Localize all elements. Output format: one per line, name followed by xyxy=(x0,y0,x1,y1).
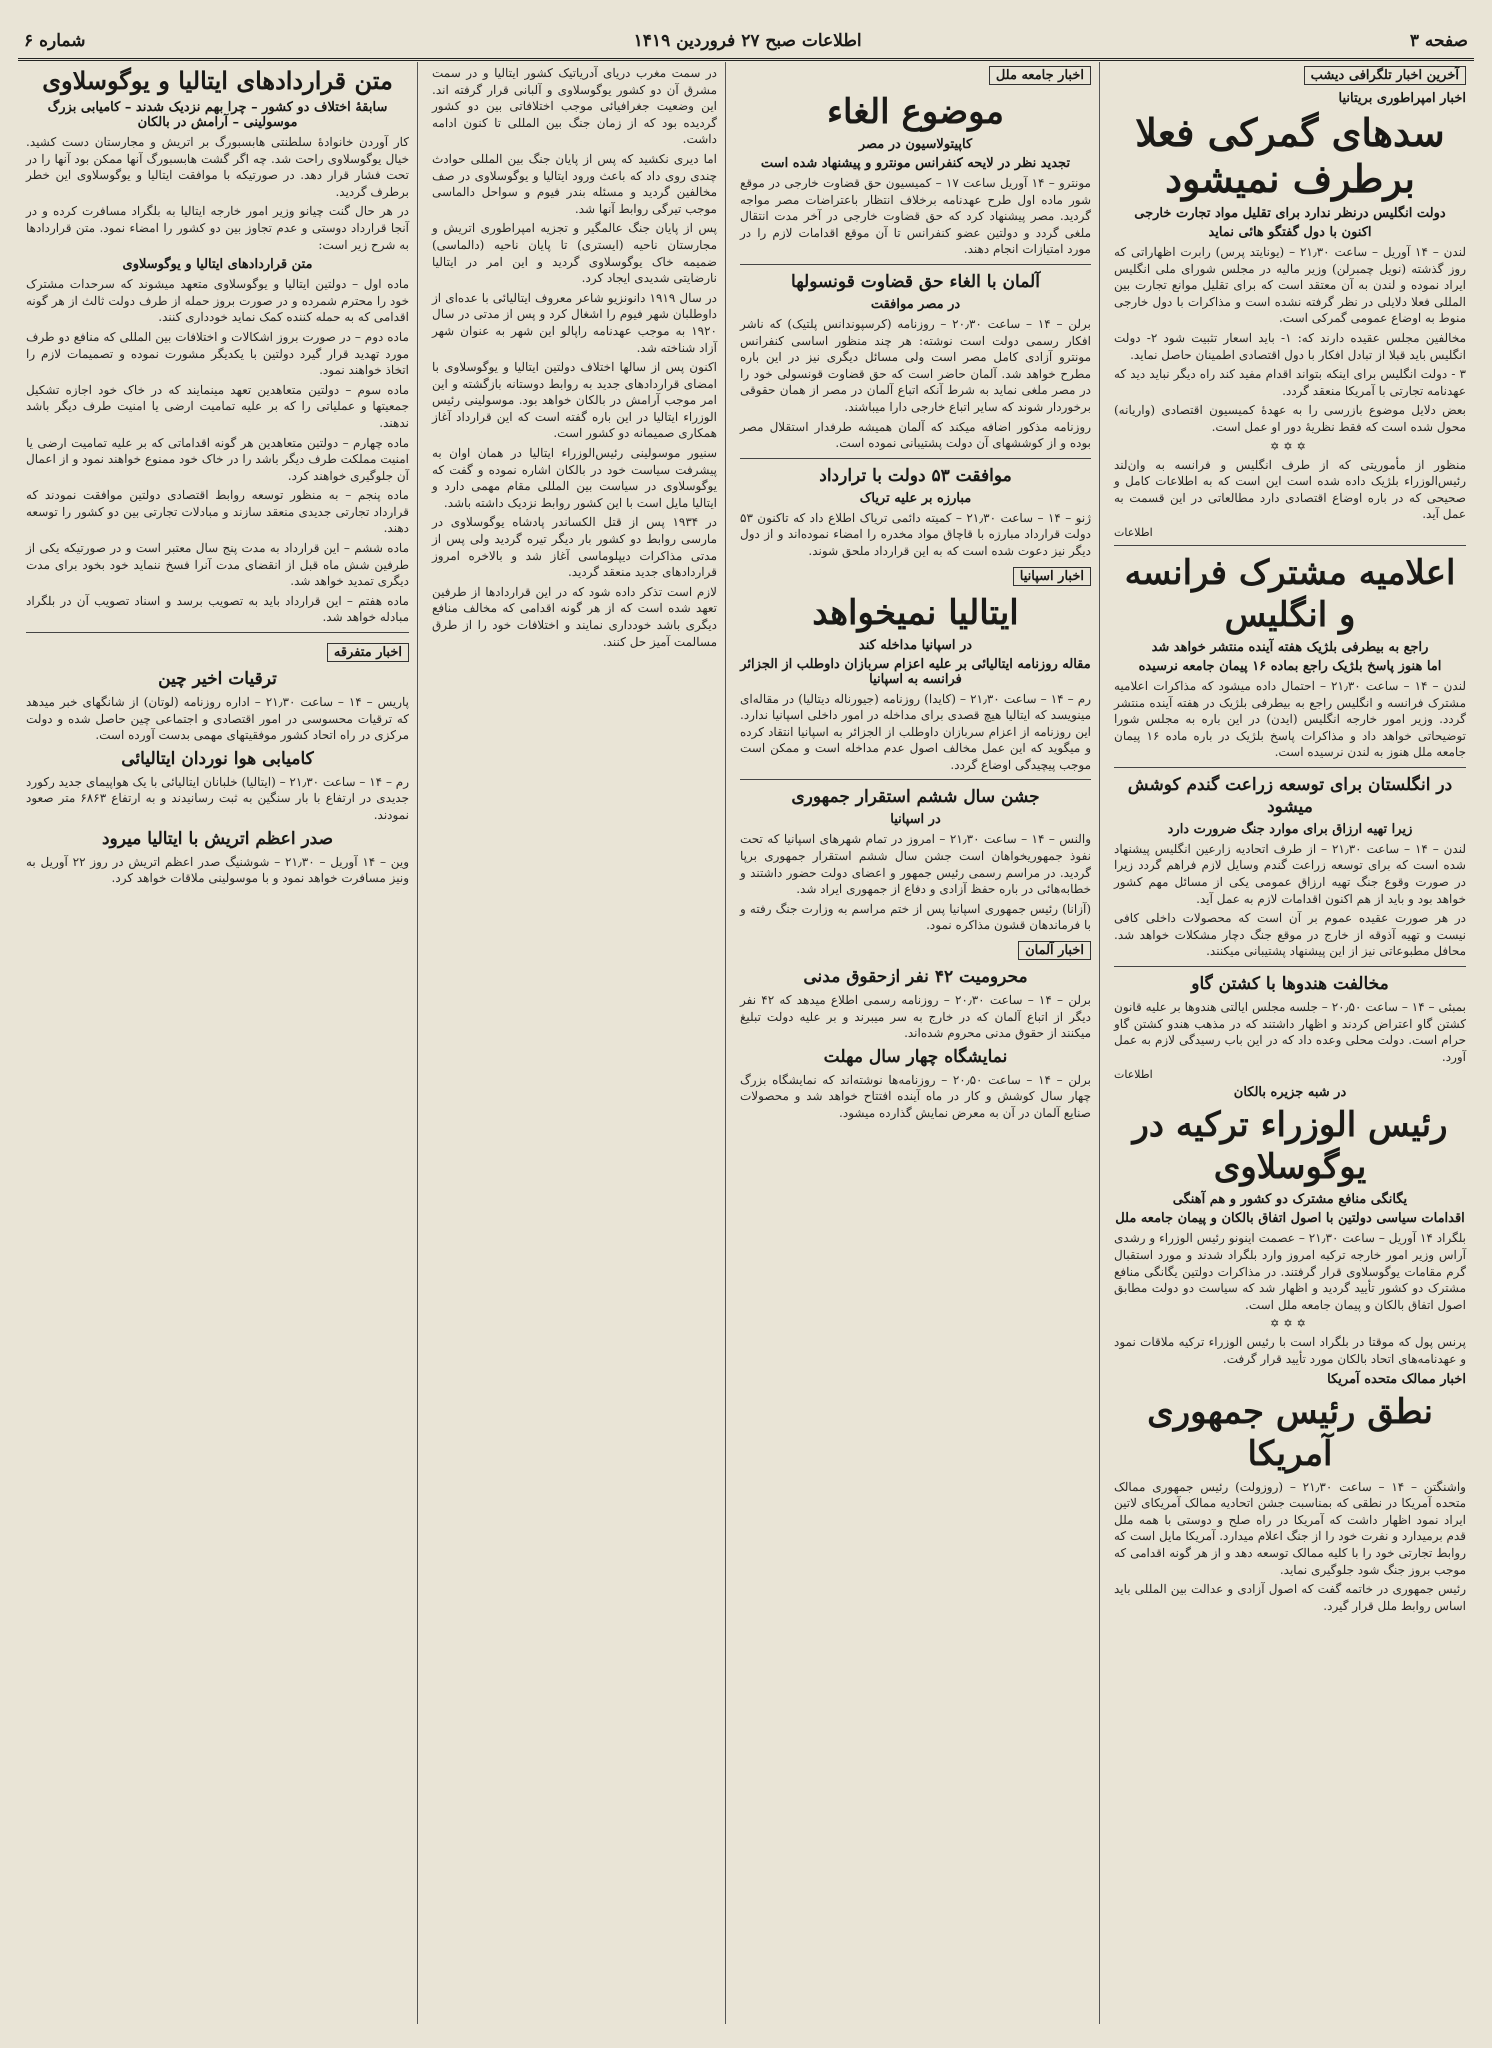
headline: موضوع الغاء xyxy=(827,92,1004,132)
divider xyxy=(1114,767,1466,768)
subheadline: مقاله روزنامه ایتالیائی بر علیه اعزام سربازان داوطلب از الجزائر فرانسه به اسپانیا xyxy=(740,656,1091,687)
article-paragraph: ماده چهارم – دولتین متعاهدین هر گونه اقداماتی که بر علیه تمامیت ارضی یا امنیت مملکت طرف دیگر باشد را در خاک خود ممنوع خواهند نمود و از اعمال آن جلوگیری خواهند کرد. xyxy=(26,435,409,483)
article-paragraph: (آزانا) رئیس جمهوری اسپانیا پس از ختم مراسم به وزارت جنگ رفته و با فرماندهان قشون مذاکره نمود. xyxy=(740,901,1091,933)
divider xyxy=(740,458,1091,459)
article-paragraph: مخالفین مجلس عقیده دارند که: ۱- باید اسعار تثبیت شود ۲- دولت انگلیس باید قبلا از تبادل افکار با دول اقتصادی اطمینان حاصل نماید. xyxy=(1114,330,1467,362)
article-paragraph: کار آوردن خانوادهٔ سلطنتی هابسبورگ بر اتریش و مجارستان دست کشید. خیال یوگوسلاوی راحت شد. چه اگر گشت هابسبورگ آنها ممکن بود آنها را در تحت فشار قرار دهد. در صورتیکه با موافقت ایتالیا و یوگوسلاوی این خطر برطرف گردید. xyxy=(26,135,409,199)
article-paragraph: رم – ۱۴ – ساعت ۲۱٫۳۰ – (کایدا) روزنامه (جیورناله دیتالیا) در مقاله‌ای مینویسد که ایتالیا هیچ قصدی برای مداخله در امور داخلی اسپانیا ندارد. این روزنامه از اعزام سربازان داوطلب از الجزائر به اسپانیا انتقاد کرده و میگوید که این عمل مخالف اصول عدم مداخله است و ممکن است موجب پیچیدگی اوضاع گردد. xyxy=(740,691,1091,772)
issue-number: شماره ۶ xyxy=(24,31,86,51)
star-divider-icon: ✡✡✡ xyxy=(1270,1317,1310,1331)
article-paragraph: سنیور موسولینی رئیس‌الوزراء ایتالیا در همان اوان به پیشرفت سیاست خود در بالکان اشاره نموده و گفت که یوگوسلاوی در سیاست بین المللی مقام مهمی دارد و ایتالیا مایل است با این کشور روابط نزدیک داشته باشد. xyxy=(432,446,717,510)
article-paragraph: لندن – ۱۴ – ساعت ۲۱٫۳۰ – از طرف اتحادیه زارعین انگلیس پیشنهاد شده است که برای توسعه زراعت گندم وسایل لازم فراهم گردد زیرا در صورت وقوع جنگ تهیه ارزاق عمومی یکی از مسائل مهم کشور خواهد بود و باید از هم اکنون اقدامات لازم به عمل آید. xyxy=(1114,841,1467,906)
headline: ترقیات اخیر چین xyxy=(158,669,277,690)
article-paragraph: وین – ۱۴ آوریل – ۲۱٫۳۰ – شوشنیگ صدر اعظم اتریش در روز ۲۲ آوریل به ونیز مسافرت خواهد نمود و با موسولینی ملاقات خواهد کرد. xyxy=(26,854,410,886)
subheadline: کاپیتولاسیون در مصر xyxy=(858,137,973,152)
section-label: اخبار جامعه ملل xyxy=(989,66,1091,85)
headline: در انگلستان برای توسعه زراعت گندم کوشش میشود xyxy=(1127,774,1453,817)
article-paragraph: بعض دلایل موضوع بازرسی را به عهدهٔ کمیسیون اقتصادی (واریانه) محول شده است که فقط نظریهٔ دور او عمل است. xyxy=(1114,403,1466,434)
headline: رئیس الوزراء ترکیه در یوگوسلاوی xyxy=(1132,1105,1448,1188)
section-label: اخبار ممالک متحده آمریکا xyxy=(1327,1371,1466,1387)
article-paragraph: ماده هفتم – این قرارداد باید به تصویب برسد و اسناد تصویب آن در بلگراد مبادله خواهد شد. xyxy=(26,593,409,625)
article-paragraph: اکنون پس از سالها اختلاف دولتین ایتالیا و یوگوسلاوی با امضای قراردادهای جدید به روابط دوستانه بازگشته و این امر موجب آرامش در بالکان خواهد بود. موسولینی رئیس الوزراء ایتالیا در این باره گفته است که این قرارداد آغاز همکاری صمیمانه دو کشور است. xyxy=(432,360,717,441)
subheadline: متن قراردادهای ایتالیا و یوگوسلاوی xyxy=(122,257,313,273)
article-paragraph: مونترو – ۱۴ آوریل ساعت ۱۷ – کمیسیون حق قضاوت خارجی در موقع شور ماده اول طرح عهدنامه برخلاف انتظار باعتراضات مصر مواجه گردید. مصر پیشنهاد کرد که حق قضاوت خارجی در آخر مدت انتقال ملغی گردد و دولتین عضو کنفرانس تا آن موقع اقدامات لازم را در مورد امتیازات انجام دهند. xyxy=(740,176,1091,257)
article-paragraph: برلن – ۱۴ – ساعت ۲۰٫۵۰ – روزنامه‌ها نوشته‌اند که نمایشگاه بزرگ چهار سال کوشش و کار در ماه آینده افتتاح خواهد شد و محصولات صنایع آلمان در آن به معرض نمایش گذارده میشود. xyxy=(740,1072,1091,1120)
section-label: در شبه جزیره بالکان xyxy=(1233,1085,1347,1101)
headline: نمایشگاه چهار سال مهلت xyxy=(823,1046,1008,1067)
star-divider-icon: ✡✡✡ xyxy=(1270,439,1310,453)
subheadline: زیرا تهیه ارزاق برای موارد جنگ ضرورت دارد xyxy=(1167,821,1413,837)
column-4 xyxy=(18,62,418,2024)
article-paragraph: ماده پنجم – به منظور توسعه روابط اقتصادی دولتین موافقت نمودند که قرارداد تجارتی جدیدی منعقد سازند و مبادلات تجارتی بین دو کشور را توسعه دهند. xyxy=(26,488,409,536)
section-label: اخبار آلمان xyxy=(1018,941,1091,960)
headline: جشن سال ششم استقرار جمهوری xyxy=(791,787,1040,808)
page-header-title: اطلاعات صبح ۲۷ فروردین ۱۴۱۹ xyxy=(633,31,862,51)
subheadline: راجع به بیطرفی بلژیک هفته آینده منتشر خواهد شد xyxy=(1151,639,1429,655)
column-2 xyxy=(732,62,1100,2024)
section-label: اخبار اسپانیا xyxy=(1013,567,1091,586)
headline: سدهای گمرکی فعلا برطرف نمیشود xyxy=(1135,110,1445,201)
headline: اعلامیه مشترک فرانسه و انگلیس xyxy=(1124,552,1456,635)
subheadline: مبارزه بر علیه تریاک xyxy=(859,490,972,506)
headline: ایتالیا نمیخواهد xyxy=(812,592,1019,633)
divider xyxy=(1114,966,1466,967)
divider xyxy=(26,632,409,633)
article-paragraph: در هر حال گنت چیانو وزیر امور خارجه ایتالیا به بلگراد مسافرت کرده و در آنجا قرارداد دوستی و عدم تجاوز بین دو کشور را امضاء نمود. متن قراردادها به شرح زیر است: xyxy=(26,204,409,252)
subheadline: دولت انگلیس درنظر ندارد برای تقلیل مواد تجارت خارجی xyxy=(1134,206,1446,221)
subheadline: اما هنوز پاسخ بلژیک راجع بماده ۱۶ پیمان جامعه نرسیده xyxy=(1138,658,1442,674)
article-paragraph: منظور از مأموریتی که از طرف انگلیس و فرانسه به وان‌لند رئیس‌الوزراء بلژیک داده شده است این است که به اطلاعات کامل و صحیحی که در باره اوضاع اقتصادی دارد مطالعاتی در این قسمت به عمل آید. xyxy=(1114,457,1466,522)
article-paragraph: بمبئی – ۱۴ – ساعت ۲۰٫۵۰ – جلسه مجلس ایالتی هندوها بر علیه قانون کشتن گاو اعتراض کردند و اظهار داشتند که در مذهب هندو کشتن گاو حرام است. دولت محلی وعده داد که در این باب رسیدگی لازم به عمل آورد. xyxy=(1114,1000,1466,1064)
article-paragraph: در سال ۱۹۱۹ دانونزیو شاعر معروف ایتالیائی با عده‌ای از داوطلبان شهر فیوم را اشغال کرد و پس از مدتی در سال ۱۹۲۰ به موجب عهدنامه راپالو این شهر به عنوان شهر آزاد شناخته شد. xyxy=(432,290,717,355)
article-paragraph: ۳ - دولت انگلیس برای اینکه بتواند اقدام مفید کند راه دیگر نباید دید که عهدنامه تجارتی با آمریکا منعقد گردد. xyxy=(1114,367,1466,398)
article-paragraph: در سمت مغرب دریای آدریاتیک کشور ایتالیا و در سمت مشرق آن دو کشور یوگوسلاوی و آلبانی قرار گرفته اند. این وضعیت جغرافیائی موجب اختلافاتی بین دو کشور گردیده بود که از زمان جنگ بین المللی تا کنون ادامه داشت. xyxy=(432,66,717,147)
divider xyxy=(740,779,1091,780)
section-label: اخبار متفرقه xyxy=(327,643,409,662)
article-paragraph: روزنامه مذکور اضافه میکند که آلمان همیشه طرفدار استقلال مصر بوده و از کوششهای آن دولت پشتیبانی نموده است. xyxy=(740,419,1091,451)
article-paragraph: لندن – ۱۴ – ساعت ۲۱٫۳۰ – احتمال داده میشود که مذاکرات اعلامیه مشترک فرانسه و انگلیس راجع به بیطرفی بلژیک در هفته آینده منتشر گردد. وزیر امور خارجه انگلیس (ایدن) در این باره به مجلس شورا توضیحاتی خواهد داد و مذاکرات پاسخ بلژیک در باره ماده ۱۶ پیمان جامعه ملل هنوز به لندن نرسیده است. xyxy=(1114,678,1467,760)
subheadline: در اسپانیا مداخله کند xyxy=(858,637,973,653)
subheadline: در اسپانیا xyxy=(890,812,941,828)
article-paragraph: ماده دوم – در صورت بروز اشکالات و اختلافات بین المللی که منافع دو طرف مورد تهدید قرار گیرد دولتین با یکدیگر مشورت نموده و تصمیمات لازم را اتخاذ خواهند نمود. xyxy=(26,329,409,378)
article-paragraph: در ۱۹۳۴ پس از قتل الکساندر پادشاه یوگوسلاوی در مارسی روابط دو کشور بار دیگر تیره گردید ولی پس از مدتی مذاکرات دیپلوماسی آغاز شد و بالاخره امروز قراردادهای جدید منعقد گردید. xyxy=(432,515,718,580)
article-paragraph: ژنو – ۱۴ – ساعت ۲۱٫۳۰ – کمیته دائمی تریاک اطلاع داد که تاکنون ۵۳ دولت قرارداد مبارزه با قاچاق مواد مخدره را امضاء نموده‌اند و از دول دیگر نیز دعوت شده است که به این قرارداد ملحق شوند. xyxy=(740,510,1091,558)
headline: مخالفت هندوها با کشتن گاو xyxy=(1191,974,1389,995)
article-paragraph: رم – ۱۴ – ساعت ۲۱٫۳۰ – (ایتالیا) خلبانان ایتالیائی با یک هواپیمای جدید رکورد جدیدی در ارتفاع با بار سنگین به ثبت رسانیدند و به ارتفاع ۶۸۶۳ متر صعود نمودند. xyxy=(26,774,409,822)
article-paragraph: لازم است تذکر داده شود که در این قراردادها از طرفین تعهد شده است که از هر گونه اقدامی که مخالف منافع دیگری باشد خودداری نمایند و اختلافات خود را از طرق مسالمت آمیز حل کنند. xyxy=(432,584,717,649)
headline: آلمان با الغاء حق قضاوت قونسولها xyxy=(791,271,1040,292)
article-paragraph: والنس – ۱۴ – ساعت ۲۱٫۳۰ – امروز در تمام شهرهای اسپانیا که تحت نفوذ جمهوریخواهان است جشن سال ششم استقرار جمهوری برپا گردید. در مراسم رسمی رئیس جمهور و اعضای دولت حضور داشتند و خطابه‌هائی در باره حفظ آزادی و دفاع از جمهوری ایراد شد. xyxy=(740,832,1091,897)
headline: موافقت ۵۳ دولت با ترارداد xyxy=(819,465,1012,486)
article-paragraph: ماده سوم – دولتین متعاهدین تعهد مینمایند که در خاک خود اجازه تشکیل جمعیتها و عملیاتی را که بر علیه تمامیت ارضی یا امنیت طرف دیگر باشد ندهند. xyxy=(26,382,409,430)
article-paragraph: اما دیری نکشید که پس از پایان جنگ بین المللی حوادث چندی روی داد که باعث ورود ایتالیا و یوگوسلاوی در صف مخالفین گردید و مسئله بندر فیوم و سواحل دالماسی موجب تیرگی روابط آنها شد. xyxy=(432,151,717,216)
article-paragraph: پرنس پول که موقتا در بلگراد است با رئیس الوزراء ترکیه ملاقات نمود و عهدنامه‌های اتحاد بالکان مورد تأیید قرار گرفت. xyxy=(1114,1335,1466,1366)
divider xyxy=(1114,545,1466,546)
article-paragraph: برلن – ۱۴ – ساعت ۲۰٫۳۰ – روزنامه رسمی اطلاع میدهد که ۴۲ نفر دیگر از اتباع آلمان که در خارج به سر میبرند و بر علیه دولت تبلیغ میکنند از حقوق مدنی محروم شده‌اند. xyxy=(740,993,1091,1041)
article-paragraph: پس از پایان جنگ عالمگیر و تجزیه امپراطوری اتریش و مجارستان ناحیه (ایستری) تا پایان ناحیه (دالماسی) ضمیمه خاک یوگوسلاوی گردید و این امر در ایتالیا نارضایتی شدیدی ایجاد کرد. xyxy=(432,221,717,286)
article-paragraph: ماده اول – دولتین ایتالیا و یوگوسلاوی متعهد میشوند که سرحدات مشترک خود را محترم شمرده و در صورت بروز حمله از طرف دولت ثالث از هر گونه اقدامی که به حمله کننده کمک نماید خودداری کنند. xyxy=(26,277,409,325)
signature: اطلاعات xyxy=(1114,525,1153,539)
divider xyxy=(740,264,1091,265)
section-label: اخبار امپراطوری بریتانیا xyxy=(1338,91,1466,106)
article-paragraph: ماده ششم – این قرارداد به مدت پنج سال معتبر است و در صورتیکه یکی از طرفین شش ماه قبل از انقضای مدت آنرا فسخ ننماید خود بخود برای مدت دیگری تمدید خواهد شد. xyxy=(26,541,409,589)
subheadline: تجدید نظر در لایحه کنفرانس مونترو و پیشنهاد شده است xyxy=(760,156,1071,171)
page-number: صفحه ۳ xyxy=(1409,31,1468,51)
article-paragraph: رئیس جمهوری در خاتمه گفت که اصول آزادی و عدالت بین المللی باید اساس روابط ملل قرار گیرد. xyxy=(1114,1582,1466,1613)
headline: نطق رئیس جمهوری آمریکا xyxy=(1147,1391,1433,1474)
section-label: آخرین اخبار تلگرافی دیشب xyxy=(1304,66,1466,85)
subheadline: اکنون با دول گفتگو هائی نماید xyxy=(1208,225,1372,240)
article-paragraph: واشنگتن – ۱۴ – ساعت ۲۱٫۳۰ – (روزولت) رئیس جمهوری ممالک متحده آمریکا در نطقی که بمناسبت جشن اتحادیه ممالک آمریکای لاتین ایراد نمود اظهار داشت که آمریکا در راه صلح و دوستی با همه ملل قدم برمیدارد و نفرت خود را از جنگ اعلام میدارد. آمریکا مایل است که روابط تجارتی خود را با کلیه ممالک توسعه دهد و از هر گونه اقدامی که موجب بروز جنگ شود جلوگیری نماید. xyxy=(1114,1479,1466,1577)
subheadline: سابقهٔ اختلاف دو کشور – چرا بهم نزدیک شدند – کامیابی بزرگ موسولینی – آرامش در بالکان xyxy=(47,100,388,130)
article-paragraph: در هر صورت عقیده عموم بر آن است که محصولات داخلی کافی نیست و تهیه آذوقه از خارج در موقع جنگ دچار مشکلات خواهد شد. محافل مطبوعاتی نیز از این پیشنهاد پشتیبانی میکنند. xyxy=(1114,911,1466,959)
article-paragraph: پاریس – ۱۴ – ساعت ۲۱٫۳۰ – اداره روزنامه (لوتان) از شانگهای خبر میدهد که ترقیات محسوسی در امور اقتصادی و اجتماعی چین حاصل شده و دولت مرکزی در راه اتحاد کشور موفقیتهای مهمی بدست آورده است. xyxy=(26,695,409,743)
headline: متن قراردادهای ایتالیا و یوگوسلاوی xyxy=(42,66,393,95)
article-paragraph: لندن – ۱۴ آوریل – ساعت ۲۱٫۳۰ – (یونایتد پرس) رابرت اظهاراتی که روز گذشته (نویل چمبرلن) وزیر مالیه در مجلس شورای ملی انگلیس ایراد نموده و لندن به آن معتقد است که برای تقلیل موانع تجارت بین المللی فعلا دلایلی در نظر گرفته نشده است و مذاکرات با دول خارجی منوط به اوضاع عمومی گمرکی است. xyxy=(1114,245,1467,326)
headline: محرومیت ۴۲ نفر ازحقوق مدنی xyxy=(803,967,1028,988)
column-3 xyxy=(424,62,726,2024)
signature: اطلاعات xyxy=(1114,1068,1153,1082)
subheadline: اقدامات سیاسی دولتین با اصول اتفاق بالکان و پیمان جامعه ملل xyxy=(1115,1211,1465,1227)
article-paragraph: برلن – ۱۴ – ساعت ۲۰٫۳۰ – روزنامه (کرسپوندانس پلتیک) که ناشر افکار رسمی دولت است نوشته: هر چند منظور اساسی کنفرانس مونترو آزادی کامل مصر است ولی مسائل دیگری نیز در این باره مطرح خواهد شد. آلمان حاضر است که حق قضاوت قونسولی خود را در مصر ملغی نماید به شرط آنکه اتباع آلمان در مصر از همان حقوقی برخوردار شوند که سایر اتباع خارجی دارا میباشند. xyxy=(740,316,1092,414)
subheadline: یگانگی منافع مشترک دو کشور و هم آهنگی xyxy=(1172,1192,1408,1208)
headline: صدر اعظم اتریش با ایتالیا میرود xyxy=(101,828,334,849)
subheadline: در مصر موافقت xyxy=(870,296,961,312)
article-paragraph: بلگراد ۱۴ آوریل – ساعت ۲۱٫۳۰ – عصمت اینونو رئیس الوزراء و رشدی آراس وزیر امور خارجه ترکیه امروز وارد بلگراد شدند و مورد استقبال گرم مقامات یوگوسلاوی قرار گرفتند. در مذاکرات دولتین یگانگی منافع مشترک دو کشور تأیید گردید و اظهار شد که سیاست دو دولت مطابق اصول اتفاق بالکان و پیمان جامعه ملل است. xyxy=(1114,1231,1467,1312)
column-1 xyxy=(1106,62,1474,2024)
masthead xyxy=(18,24,1474,61)
headline: کامیابی هوا نوردان ایتالیائی xyxy=(121,748,314,769)
